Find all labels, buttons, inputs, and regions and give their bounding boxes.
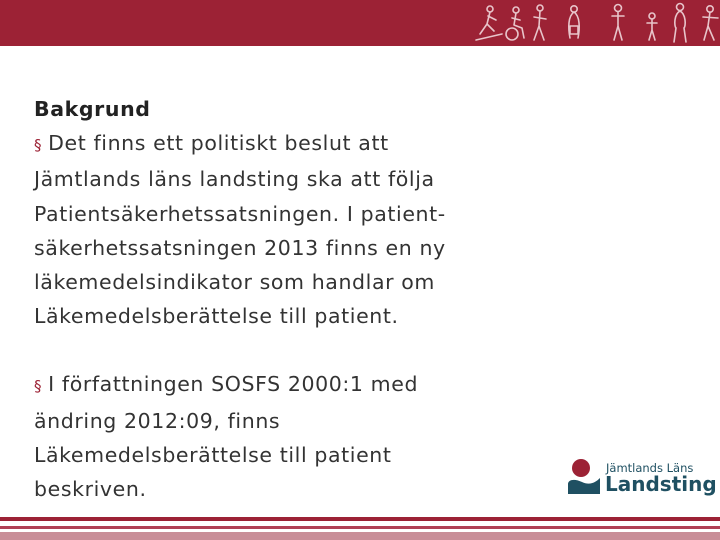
landsting-logo — [566, 458, 717, 500]
paragraph-line: § Det finns ett politiskt beslut att — [34, 131, 389, 156]
bullet-paragraph-1 — [34, 126, 574, 333]
paragraph-line: läkemedelsindikator som handlar om — [34, 270, 435, 295]
footer-stripes — [0, 517, 720, 540]
footer-stripe — [0, 526, 720, 529]
paragraph-line: beskriven. — [34, 477, 147, 502]
footer-stripe — [0, 532, 720, 540]
logo-line-1: Jämtlands Läns — [606, 461, 694, 475]
logo-line-2: Landsting — [605, 472, 717, 496]
slide-heading: Bakgrund — [34, 97, 151, 121]
paragraph-line: säkerhetssatsningen 2013 finns en ny — [34, 235, 446, 260]
bullet-marker: § — [34, 136, 43, 155]
header-bar — [0, 0, 720, 46]
paragraph-line: Jämtlands läns landsting ska att följa — [34, 167, 435, 192]
logo-mark-icon — [566, 458, 602, 498]
paragraph-line: Läkemedelsberättelse till patient — [34, 442, 392, 467]
paragraph-line: § I författningen SOSFS 2000:1 med — [34, 372, 419, 397]
bullet-marker: § — [34, 377, 43, 396]
bullet-paragraph-2 — [34, 367, 574, 506]
slide-content — [34, 92, 574, 506]
paragraph-line: ändring 2012:09, finns — [34, 408, 281, 433]
paragraph-line: Patientsäkerhetssatsningen. I patient- — [34, 201, 446, 226]
footer-stripe — [0, 517, 720, 521]
paragraph-line: Läkemedelsberättelse till patient. — [34, 304, 399, 329]
paragraph-spacer — [34, 333, 574, 367]
people-silhouettes-icon — [468, 0, 720, 46]
